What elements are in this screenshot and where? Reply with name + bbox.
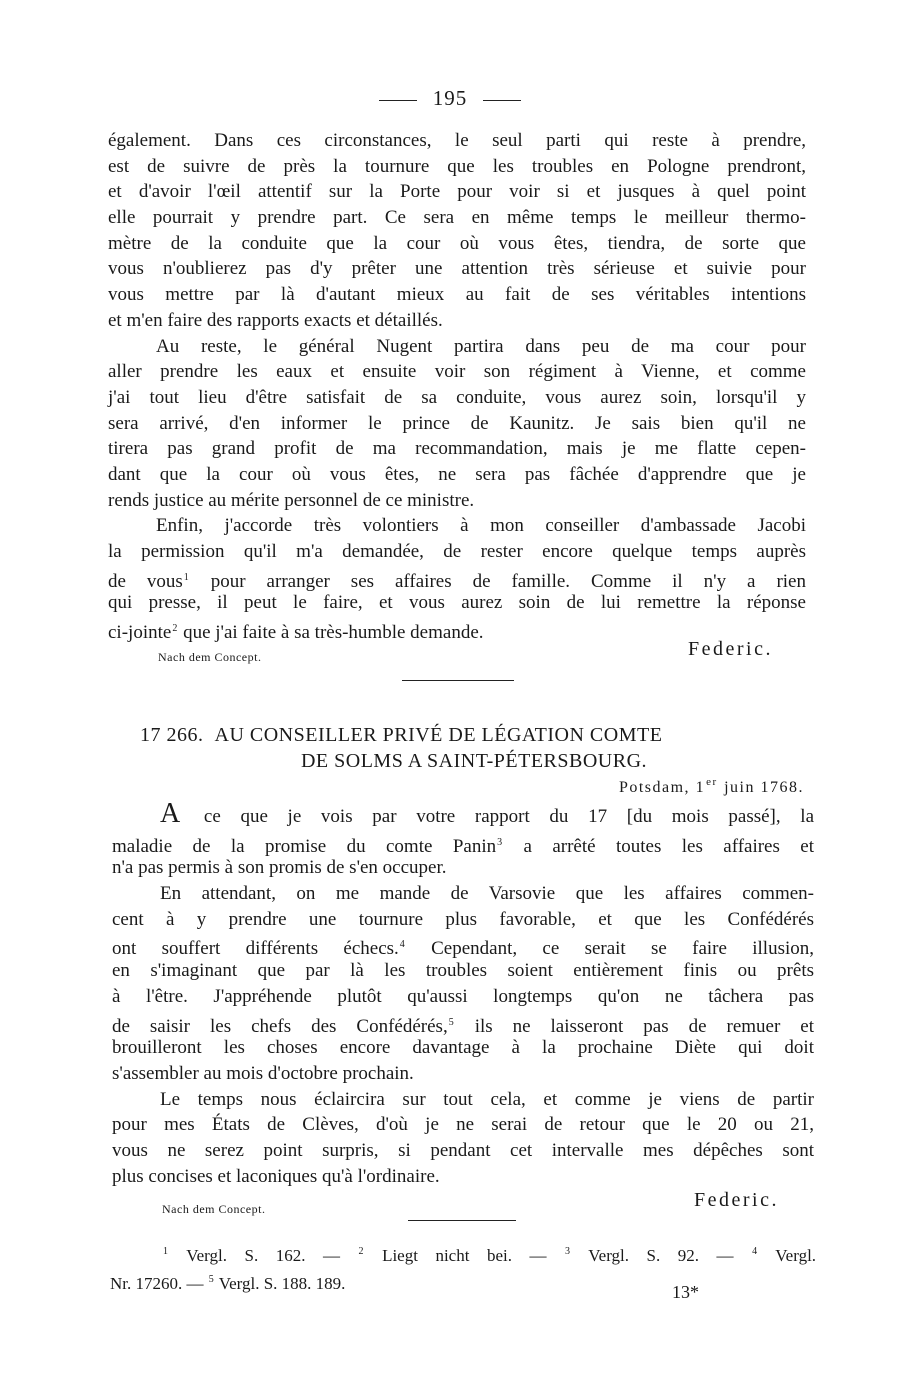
text-line: sera arrivé, d'en informer le prince de Kaunitz. Je sais bien qu'il ne: [108, 412, 806, 434]
letter2-source-note: Nach dem Concept.: [162, 1202, 266, 1216]
drop-cap: A: [160, 798, 181, 829]
text-line: En attendant, on me mande de Varsovie que les affaires commen-: [160, 883, 814, 905]
text-line: Le temps nous éclaircira sur tout cela, et comme je viens de partir: [160, 1088, 814, 1110]
footnote-ref: 5: [448, 1016, 454, 1028]
text-line: elle pourrait y prendre part. Ce sera en même temps le meilleur thermo-: [108, 207, 806, 229]
footnote-number: 2: [358, 1246, 364, 1257]
text-line: tirera pas grand profit de ma recommandation, mais je me flatte cepen-: [108, 438, 806, 460]
text-fragment: ci-jointe: [108, 622, 172, 644]
footnote-number: 3: [565, 1246, 571, 1257]
text-line: dant que la cour où vous êtes, ne sera pas fâchée d'apprendre que je: [108, 463, 806, 485]
footnote-text: Vergl. S. 162. —: [186, 1246, 340, 1265]
text-line: pour mes États de Clèves, d'où je ne serai de retour que le 20 ou 21,: [112, 1114, 814, 1136]
footnote-number: 4: [752, 1246, 758, 1257]
letter-title-line2: DE SOLMS A SAINT-PÉTERSBOURG.: [300, 750, 648, 772]
text-line: mètre de la conduite que la cour où vous êtes, tiendra, de sorte que: [108, 232, 806, 254]
text-line: rends justice au mérite personnel de ce ministre.: [108, 489, 475, 511]
text-fragment: que j'ai faite à sa très-humble demande.: [183, 622, 484, 644]
letter2-dateline: [619, 776, 804, 797]
text-fragment: Cependant, ce serait se faire illusion,: [431, 938, 815, 960]
text-line: qui presse, il peut le faire, et vous aurez soin de lui remettre la réponse: [108, 592, 806, 614]
text-line: vous ne serez point surpris, si pendant cet intervalle mes dépêches sont: [112, 1139, 814, 1161]
date-place: Potsdam,: [618, 779, 691, 796]
text-line: Enfin, j'accorde très volontiers à mon conseiller d'ambassade Jacobi: [156, 515, 806, 537]
footnote-number: 1: [163, 1246, 168, 1257]
text-line: en s'imaginant que par là les troubles soient entièrement finis ou prêts: [112, 960, 814, 982]
date-sup: er: [706, 776, 718, 788]
text-line-fn5: [112, 1010, 814, 1036]
signature-mark: 13*: [672, 1282, 699, 1302]
text-line: est de suivre de près la tournure que les troubles en Pologne prendront,: [108, 155, 806, 177]
text-fragment: ils ne laisseront pas de remuer et: [474, 1015, 814, 1037]
text-line: j'ai tout lieu d'être satisfait de sa conduite, vous aurez soin, lorsqu'il y: [108, 386, 806, 408]
header-dash-right: [483, 100, 521, 101]
letter1-signature: Federic.: [688, 638, 773, 660]
footnotes: [110, 1238, 816, 1294]
text-line-dropcap: [112, 798, 814, 830]
text-line: à l'être. J'appréhende plutôt qu'aussi longtemps qu'on ne tâchera pas: [112, 985, 814, 1007]
text-line: n'a pas permis à son promis de s'en occuper.: [112, 857, 447, 879]
letter1-body: [108, 128, 806, 642]
footnote-line-1: [110, 1238, 816, 1266]
letter2-signature: Federic.: [694, 1189, 779, 1211]
text-line: vous n'oublierez pas d'y prêter une attention très sérieuse et suivie pour: [108, 258, 806, 280]
section-divider: [402, 680, 514, 681]
letter2-heading: [140, 722, 780, 774]
text-line: aller prendre les eaux et ensuite voir son régiment à Vienne, et comme: [108, 361, 806, 383]
footnote-text: Vergl. S. 188. 189.: [218, 1274, 346, 1293]
text-fragment: a arrêté toutes les affaires et: [523, 835, 814, 857]
footnote-ref: 2: [172, 623, 178, 635]
letter1-source-note: Nach dem Concept.: [158, 650, 262, 664]
letter-title-line1: AU CONSEILLER PRIVÉ DE LÉGATION COMTE: [214, 724, 663, 746]
page-number: 195: [432, 86, 468, 110]
footnote-ref: 3: [497, 836, 503, 848]
footnote-text: Liegt nicht bei. —: [382, 1246, 547, 1265]
date-day: 1: [695, 779, 706, 796]
text-line-fn4: [112, 932, 814, 958]
text-line-fn3: [112, 830, 814, 856]
footnote-number: 5: [208, 1274, 214, 1285]
text-line: cent à y prendre une tournure plus favorable, et que les Confédérés: [112, 908, 814, 930]
footnote-ref: 4: [399, 939, 405, 951]
heading-row-1: [140, 722, 780, 748]
footnote-text: Vergl.: [775, 1246, 817, 1265]
text-line: vous mettre par là d'autant mieux au fait de ses véritables intentions: [108, 284, 806, 306]
text-line: Au reste, le général Nugent partira dans peu de ma cour pour: [156, 335, 806, 357]
text-line: la permission qu'il m'a demandée, de rester encore quelque temps auprès: [108, 541, 806, 562]
footnote-ref: 1: [183, 571, 189, 583]
footnote-divider: [408, 1220, 516, 1221]
text-fragment: pour arranger ses affaires de famille. Comme il n'y a rien: [210, 570, 806, 592]
page-header: [0, 86, 900, 114]
text-line: brouilleront les choses encore davantage à la prochaine Diète qui doit: [112, 1037, 814, 1059]
letter2-body: [112, 798, 815, 1189]
footnote-text: Nr. 17260. —: [110, 1274, 204, 1293]
text-line: et d'avoir l'œil attentif sur la Porte pour voir si et jusques à quel point: [108, 181, 806, 203]
text-line: et m'en faire des rapports exacts et détaillés.: [108, 309, 443, 331]
text-fragment: ce que je vois par votre rapport du 17 [du mois passé], la: [203, 806, 814, 827]
text-fragment: maladie de la promise du comte Panin: [112, 835, 497, 857]
text-line-fn1: [108, 565, 806, 591]
text-fragment: de saisir les chefs des Confédérés,: [112, 1015, 448, 1037]
text-line: également. Dans ces circonstances, le seul parti qui reste à prendre,: [108, 130, 806, 151]
date-rest: juin 1768.: [724, 779, 804, 796]
text-line: s'assembler au mois d'octobre prochain.: [112, 1062, 414, 1084]
text-line: plus concises et laconiques qu'à l'ordinaire.: [112, 1165, 440, 1187]
text-fragment: de vous: [108, 570, 183, 592]
footnote-line-2: [110, 1266, 816, 1294]
footnote-text: Vergl. S. 92. —: [588, 1246, 734, 1265]
header-dash-left: [379, 100, 417, 101]
letter-number: 17 266.: [140, 724, 204, 746]
text-fragment: ont souffert différents échecs.: [112, 938, 399, 960]
